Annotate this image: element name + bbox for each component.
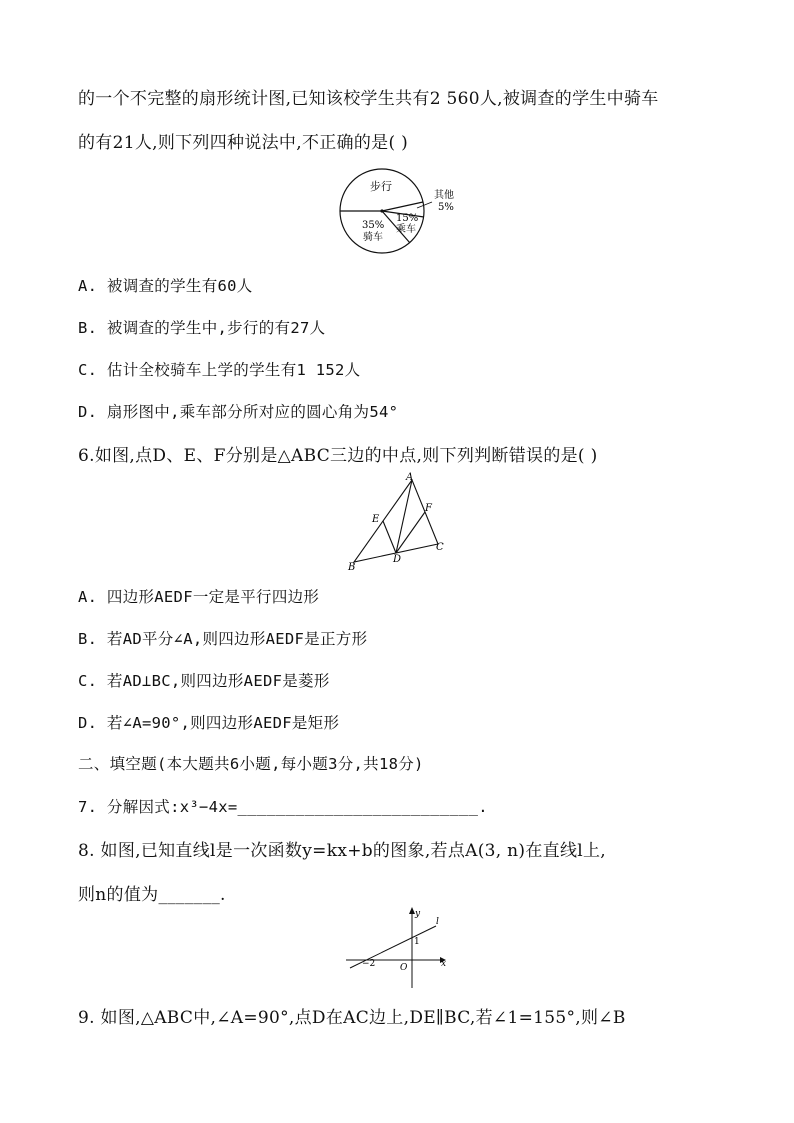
label-y: y — [415, 909, 421, 919]
triangle-figure — [340, 470, 460, 574]
q8-line1: 8. 如图,已知直线l是一次函数y=kx+b的图象,若点A(3, n)在直线l上, — [78, 841, 606, 861]
q6-option-b: B. 若AD平分∠A,则四边形AEDF是正方形 — [78, 630, 368, 648]
label-neg2: −2 — [362, 959, 376, 969]
q5-option-b: B. 被调查的学生中,步行的有27人 — [78, 319, 326, 337]
pie-label-bike: 骑车 — [363, 232, 383, 243]
q5-option-d: D. 扇形图中,乘车部分所对应的圆心角为54° — [78, 403, 399, 421]
q9-line1: 9. 如图,△ABC中,∠A=90°,点D在AC边上,DE∥BC,若∠1=155°,则∠B — [78, 1008, 626, 1028]
q6-stem: 6.如图,点D、E、F分别是△ABC三边的中点,则下列判断错误的是( ) — [78, 446, 598, 466]
q7: 7. 分解因式:x³−4x=_________________________. — [78, 798, 488, 816]
label-b: B — [348, 562, 356, 573]
pie-divider-other-top — [382, 202, 423, 211]
section-2-heading: 二、填空题(本大题共6小题,每小题3分,共18分) — [78, 755, 424, 773]
q5-line1: 的一个不完整的扇形统计图,已知该校学生共有2 560人,被调查的学生中骑车 — [78, 89, 659, 109]
linear-graph-figure — [340, 904, 452, 990]
pie-label-bike-pct: 35% — [362, 220, 385, 231]
label-l: l — [436, 917, 439, 927]
pie-label-other-pct: 5% — [438, 202, 454, 213]
label-f: F — [425, 503, 432, 514]
label-one: 1 — [414, 937, 420, 947]
label-c: C — [436, 542, 444, 553]
q6-option-a: A. 四边形AEDF一定是平行四边形 — [78, 588, 320, 606]
q5-option-c: C. 估计全校骑车上学的学生有1 152人 — [78, 361, 361, 379]
pie-center — [380, 209, 383, 212]
label-d: D — [393, 554, 402, 565]
segment-ed — [383, 521, 396, 553]
label-origin: O — [400, 963, 408, 973]
triangle-abc — [354, 480, 438, 562]
label-e: E — [372, 514, 380, 525]
label-x: x — [441, 959, 447, 969]
q5-option-a: A. 被调查的学生有60人 — [78, 277, 253, 295]
q6-option-d: D. 若∠A=90°,则四边形AEDF是矩形 — [78, 714, 340, 732]
pie-label-walk: 步行 — [370, 180, 392, 193]
q8-line2: 则n的值为_______. — [78, 885, 226, 905]
pie-label-bus-pct: 15% — [396, 213, 419, 224]
pie-label-bus: 乘车 — [396, 224, 416, 235]
label-a: A — [406, 472, 414, 483]
pie-chart-figure — [330, 166, 470, 262]
pie-label-other: 其他 — [434, 190, 454, 201]
q6-option-c: C. 若AD⊥BC,则四边形AEDF是菱形 — [78, 672, 330, 690]
q5-line2: 的有21人,则下列四种说法中,不正确的是( ) — [78, 133, 409, 153]
